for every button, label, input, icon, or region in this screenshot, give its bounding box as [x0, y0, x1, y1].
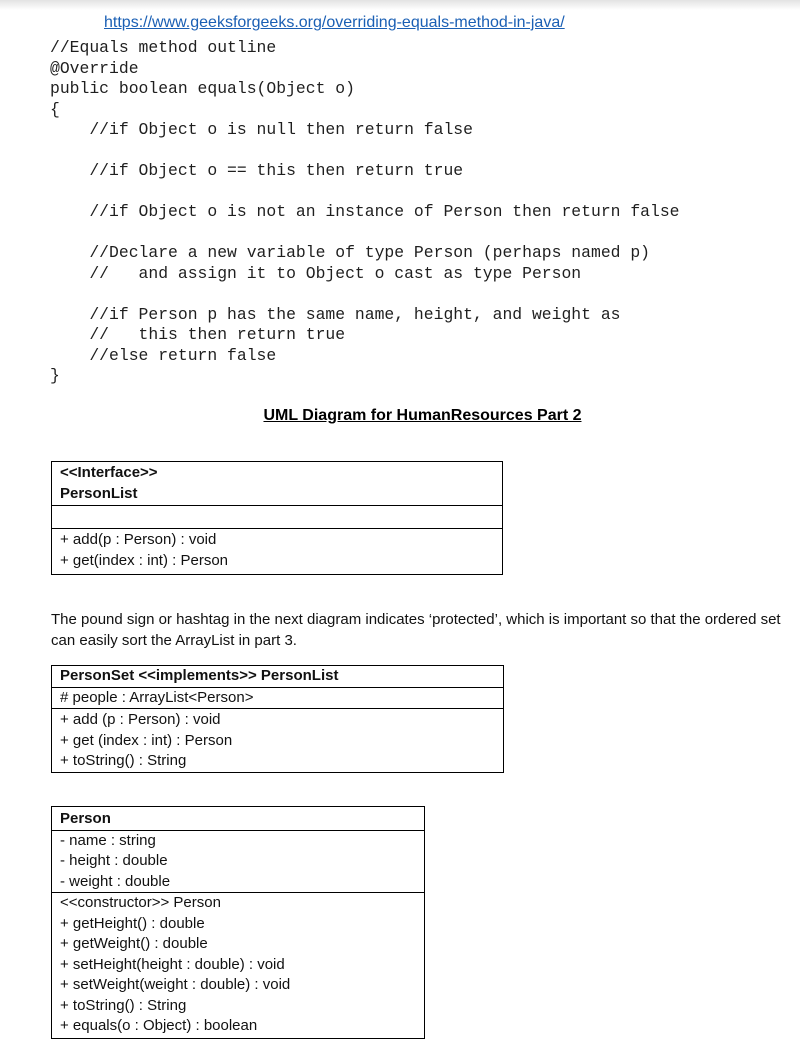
person-method: + setHeight(height : double) : void: [60, 955, 285, 973]
code-declare-line-1: //Declare a new variable of type Person (perhaps named p): [50, 243, 650, 262]
person-field: - height : double: [60, 852, 168, 869]
person-method: + getHeight() : double: [60, 914, 205, 932]
uml-heading: [0, 407, 800, 425]
personset-method: + toString() : String: [60, 752, 187, 769]
code-compare-line-2: // this then return true: [50, 325, 346, 344]
personset-fields: [52, 687, 504, 709]
personlist-stereotype: <<Interface>>: [60, 464, 158, 481]
person-method: + getWeight() : double: [60, 935, 208, 952]
personlist-method: + get(index : int) : Person: [60, 551, 229, 569]
code-annotation: @Override: [50, 58, 139, 78]
code-close-brace: }: [50, 366, 60, 385]
uml-personset-box: [51, 665, 504, 773]
reference-link[interactable]: https://www.geeksforgeeks.org/overriding-equals-method-in-java/: [104, 14, 565, 31]
person-name: Person: [60, 810, 111, 827]
personset-header: [52, 666, 504, 688]
code-blank: [50, 182, 680, 203]
person-method: + setWeight(weight : double) : void: [60, 976, 291, 993]
person-method: <<constructor>> Person: [60, 894, 221, 911]
person-field: - weight : double: [60, 872, 171, 890]
page-top-edge: [0, 0, 800, 10]
uml-personlist-box: [51, 461, 503, 575]
uml-heading-text: UML Diagram for HumanResources Part 2: [263, 407, 582, 424]
person-fields: [52, 830, 425, 893]
uml-person-box: [51, 806, 425, 1039]
person-method: + toString() : String: [60, 996, 187, 1014]
code-if-null: //if Object o is null then return false: [50, 120, 473, 139]
person-methods: [52, 893, 425, 1039]
person-method: + equals(o : Object) : boolean: [60, 1017, 258, 1034]
protected-note: The pound sign or hashtag in the next diagram indicates ‘protected’, which is important so that the ordered set can easily sort the ArrayList in part 3.: [51, 611, 781, 649]
person-field: - name : string: [60, 831, 156, 849]
code-if-this: //if Object o == this then return true: [50, 161, 464, 180]
person-header: [52, 807, 425, 831]
personlist-name: PersonList: [60, 484, 138, 502]
code-compare-line-3: //else return false: [50, 345, 277, 365]
personlist-fields: [52, 506, 503, 529]
code-blank: [50, 223, 680, 244]
code-compare-line-1: //if Person p has the same name, height, and weight as: [50, 304, 621, 324]
code-signature: public boolean equals(Object o): [50, 79, 355, 98]
personset-field: # people : ArrayList<Person>: [60, 688, 254, 706]
code-declare-line-2: // and assign it to Object o cast as type Person: [50, 263, 582, 283]
personset-methods: [52, 709, 504, 773]
personlist-method: + add(p : Person) : void: [60, 531, 217, 548]
personset-method: + get (index : int) : Person: [60, 731, 233, 749]
personlist-methods: [52, 529, 503, 575]
code-outline: [50, 38, 680, 387]
personset-method: + add (p : Person) : void: [60, 711, 221, 728]
code-if-instance: //if Object o is not an instance of Person then return false: [50, 202, 680, 221]
personset-title: PersonSet <<implements>> PersonList: [60, 667, 339, 684]
personlist-header: [52, 462, 503, 506]
code-blank: [50, 284, 680, 305]
code-comment: //Equals method outline: [50, 38, 277, 57]
code-blank: [50, 141, 680, 162]
code-open-brace: {: [50, 99, 60, 119]
